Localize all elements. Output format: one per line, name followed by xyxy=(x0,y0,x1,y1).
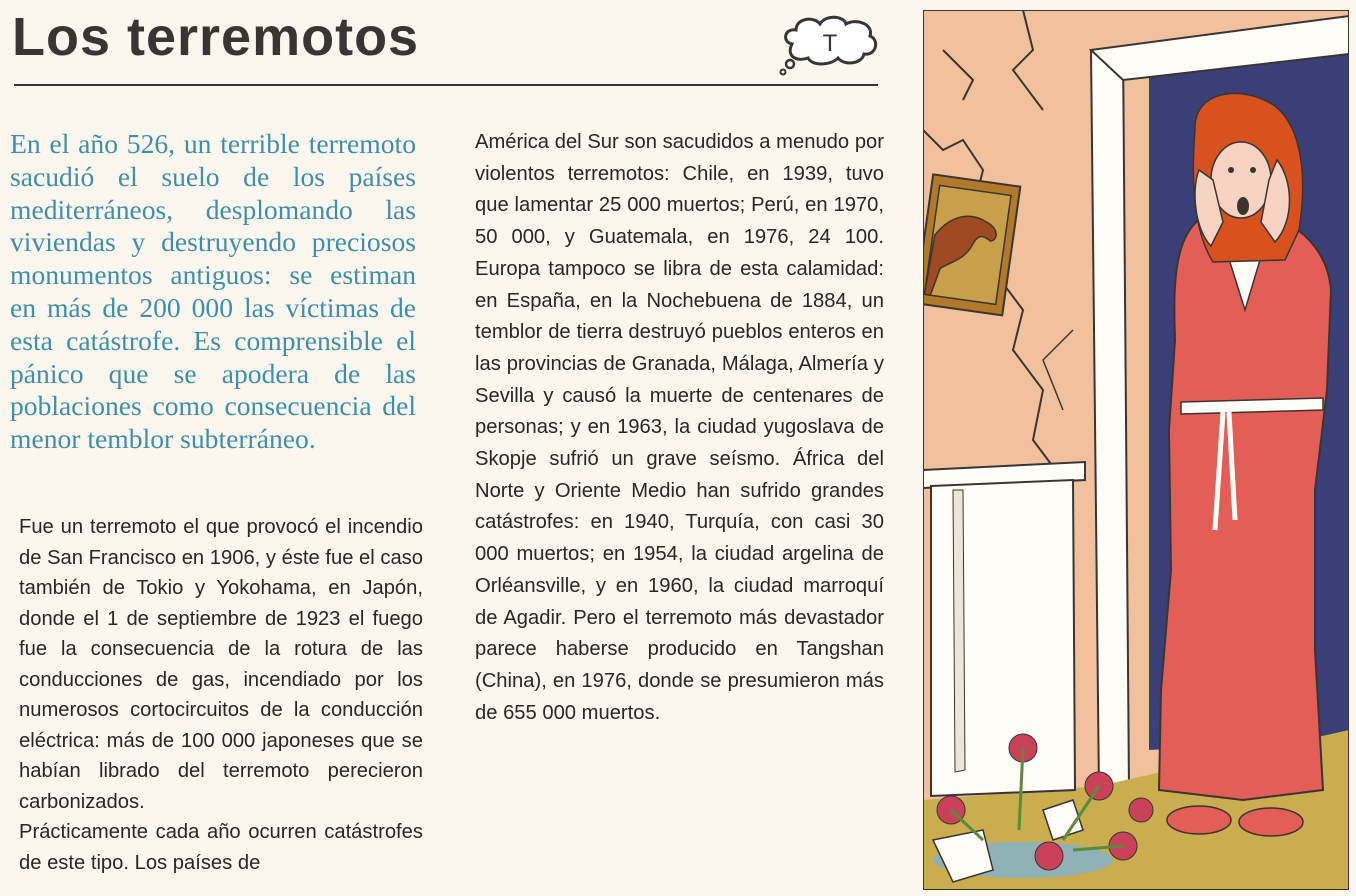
earthquake-scene-illustration xyxy=(923,10,1349,890)
body-column-left xyxy=(19,512,423,878)
badge-letter: T xyxy=(822,30,838,57)
body-paragraph-2: Prácticamente cada año ocurren catástrofes de este tipo. Los países de xyxy=(19,821,423,874)
body-column-right xyxy=(475,127,884,729)
title-divider xyxy=(14,84,878,86)
body-paragraph-1: Fue un terremoto el que provocó el incendio de San Francisco en 1906, y éste fue el caso también de Tokio y Yokohama, en Japón, donde el 1 de septiembre de 1923 el fuego fue la consecuencia de la rotura de las conducciones de gas, incendiado por los numerosos cortocircuitos de la conducción eléctrica: más de 100 000 japoneses que se habían librado del terremoto perecieron carbonizados. xyxy=(19,516,423,813)
horse-painting xyxy=(923,174,1020,315)
intro-paragraph: En el año 526, un terrible terremoto sacudió el suelo de los países mediterráneos, desplomando las viviendas y destruyendo preciosos monumentos antiguos: se estiman en más de 200 000 las víctimas de esta catástrofe. Es comprensible el pánico que se apodera de las poblaciones como consecuencia del menor temblor subterráneo. xyxy=(10,128,416,455)
body-paragraph-3: América del Sur son sacudidos a menudo por violentos terremotos: Chile, en 1939, tuvo que lamentar 25 000 muertos; Perú, en 1970, 50 000, y Guatemala, en 1976, 24 100. Europa tampoco se libra de esta calamidad: en España, en la Nochebuena de 1884, un temblor de tierra destruyó pueblos enteros en las provincias de Granada, Málaga, Almería y Sevilla y causó la muerte de centenares de personas; y en 1963, la ciudad yugoslava de Skopje sufrió un grave seísmo. África del Norte y Oriente Medio han sufrido grandes catástrofes: en 1940, Turquía, con casi 30 000 muertos; en 1954, la ciudad argelina de Orléansville, y en 1960, la ciudad marroquí de Agadir. Pero el terremoto más devastador parece haberse producido en Tangshan (China), en 1976, donde se presumieron más de 655 000 muertos. xyxy=(475,131,884,724)
white-cabinet xyxy=(923,462,1085,796)
page-title: Los terremotos xyxy=(12,7,420,67)
thought-bubble-icon xyxy=(778,14,882,76)
